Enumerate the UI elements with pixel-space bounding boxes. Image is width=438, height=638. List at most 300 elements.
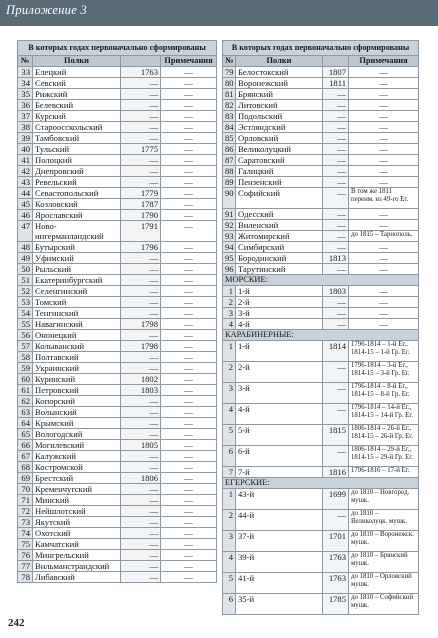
table-row [18, 264, 217, 275]
table-row [18, 473, 217, 484]
row-note: — [161, 451, 217, 462]
table-row [223, 111, 419, 122]
row-number: 2 [223, 510, 236, 531]
regiment-name: Белостокский [236, 67, 323, 78]
table-row [223, 286, 419, 297]
formation-year: — [121, 539, 161, 550]
regiment-name: Виленский [236, 220, 323, 231]
row-number: 1 [223, 341, 236, 362]
column-header-year [323, 56, 349, 67]
regiment-name: Куринский [33, 374, 121, 385]
table-row [18, 199, 217, 210]
regiment-name: Костромской [33, 462, 121, 473]
regiment-name: Бутырский [33, 242, 121, 253]
row-number: 73 [18, 517, 33, 528]
row-note: — [161, 253, 217, 264]
regiment-name: Елецкий [33, 67, 121, 78]
table-row [18, 122, 217, 133]
row-note: до 1810 – Брянский мушк. [349, 552, 419, 573]
regiment-name: Севастопольский [33, 188, 121, 199]
table-row [223, 177, 419, 188]
table-row [18, 286, 217, 297]
row-number: 3 [223, 531, 236, 552]
row-number: 43 [18, 177, 33, 188]
regiment-name: Ново-ингерманландский [33, 221, 121, 242]
formation-year: — [323, 177, 349, 188]
row-note: до 1815 – Тарнополь. [349, 231, 419, 242]
regiment-name: Навагинский [33, 319, 121, 330]
formation-year: 1798 [121, 341, 161, 352]
row-note: — [349, 133, 419, 144]
regiment-name: 4-й [236, 404, 323, 425]
row-number: 54 [18, 308, 33, 319]
table-row [223, 425, 419, 446]
regiment-name: 2-й [236, 297, 323, 308]
row-note: — [349, 67, 419, 78]
table-row [223, 573, 419, 594]
regiment-name: Тарутинский [236, 264, 323, 275]
table-row [223, 67, 419, 78]
row-number: 42 [18, 166, 33, 177]
regiment-name: Ревельский [33, 177, 121, 188]
formation-year: — [121, 418, 161, 429]
regiment-name: 35-й [236, 594, 323, 615]
formation-year: — [323, 404, 349, 425]
row-number: 88 [223, 166, 236, 177]
row-number: 51 [18, 275, 33, 286]
regiment-name: Орловский [236, 133, 323, 144]
row-number: 33 [18, 67, 33, 78]
column-header-regiments: Полки [33, 56, 121, 67]
regiment-name: Ярославский [33, 210, 121, 221]
row-note: — [349, 144, 419, 155]
row-number: 70 [18, 484, 33, 495]
table-row [223, 100, 419, 111]
row-number: 69 [18, 473, 33, 484]
formation-year: — [121, 253, 161, 264]
formation-year: — [121, 166, 161, 177]
row-note: — [161, 199, 217, 210]
row-note: 1806-1814 – 29-й Ег., 1814-15 – 29-й Гр. Ег. [349, 446, 419, 467]
regiment-name: Петровский [33, 385, 121, 396]
table-row [223, 242, 419, 253]
regiment-name: Софийский [236, 188, 323, 209]
row-note: — [161, 418, 217, 429]
row-number: 71 [18, 495, 33, 506]
row-note: — [161, 166, 217, 177]
formation-year: 1790 [121, 210, 161, 221]
row-note: — [161, 506, 217, 517]
regiment-name: 7-й [236, 467, 323, 478]
formation-year: — [323, 144, 349, 155]
row-number: 58 [18, 352, 33, 363]
formation-year: — [323, 231, 349, 242]
regiment-name: Севский [33, 78, 121, 89]
row-note: — [161, 210, 217, 221]
row-number: 59 [18, 363, 33, 374]
regiment-name: Галицкий [236, 166, 323, 177]
formation-year: — [121, 429, 161, 440]
row-number: 57 [18, 341, 33, 352]
formation-year: — [121, 495, 161, 506]
row-number: 55 [18, 319, 33, 330]
row-note: — [161, 363, 217, 374]
row-note: до 1810 – Воронежск. мушк. [349, 531, 419, 552]
table-row [18, 429, 217, 440]
row-number: 6 [223, 446, 236, 467]
row-note: — [161, 396, 217, 407]
table-row [223, 319, 419, 330]
row-note: — [349, 286, 419, 297]
row-note: — [161, 133, 217, 144]
formation-year: — [323, 89, 349, 100]
row-note: — [161, 440, 217, 451]
formation-year: — [121, 297, 161, 308]
column-header-notes: Примечания [349, 56, 419, 67]
row-note: 1796-1814 – 14-й Ег., 1814-15 – 14-й Гр. Ег. [349, 404, 419, 425]
row-note: — [161, 429, 217, 440]
regiment-name: Могилевский [33, 440, 121, 451]
row-number: 94 [223, 242, 236, 253]
regiment-name: Брестский [33, 473, 121, 484]
row-number: 95 [223, 253, 236, 264]
table-row [18, 100, 217, 111]
row-number: 80 [223, 78, 236, 89]
formation-year: 1803 [323, 286, 349, 297]
row-number: 56 [18, 330, 33, 341]
formation-year: — [121, 155, 161, 166]
regiment-name: Подольский [236, 111, 323, 122]
table-row [18, 275, 217, 286]
row-number: 75 [18, 539, 33, 550]
regiment-name: 1-й [236, 286, 323, 297]
row-number: 53 [18, 297, 33, 308]
regiment-name: Томский [33, 297, 121, 308]
formation-year: 1763 [323, 552, 349, 573]
section-label: КАРАБИНЕРНЫЕ: [223, 330, 419, 341]
formation-year: — [121, 561, 161, 572]
formation-year: 1811 [323, 78, 349, 89]
row-note: — [161, 319, 217, 330]
regiment-name: Брянский [236, 89, 323, 100]
table-row [223, 467, 419, 478]
row-number: 3 [223, 308, 236, 319]
row-number: 77 [18, 561, 33, 572]
row-note: до 1810 – Орловский мушк. [349, 573, 419, 594]
row-note: — [161, 528, 217, 539]
formation-year: — [121, 363, 161, 374]
row-note: — [349, 78, 419, 89]
row-number: 91 [223, 209, 236, 220]
table-row [18, 111, 217, 122]
row-number: 65 [18, 429, 33, 440]
row-note: — [161, 155, 217, 166]
formation-year: 1806 [121, 473, 161, 484]
row-note: 1796-1816 – 17-й Ег. [349, 467, 419, 478]
row-note: — [349, 308, 419, 319]
table-row [223, 220, 419, 231]
left-regiments-table [17, 40, 217, 583]
row-number: 40 [18, 144, 33, 155]
formation-year: 1791 [121, 221, 161, 242]
formation-year: — [323, 188, 349, 209]
formation-year: — [121, 111, 161, 122]
row-note: — [161, 341, 217, 352]
row-number: 48 [18, 242, 33, 253]
row-number: 6 [223, 594, 236, 615]
table-row [223, 446, 419, 467]
formation-year: 1802 [121, 374, 161, 385]
row-note: — [161, 330, 217, 341]
row-number: 83 [223, 111, 236, 122]
page-number: 242 [8, 617, 25, 629]
regiment-name: 3-й [236, 308, 323, 319]
table-title: В которых годах первоначально сформированы [223, 41, 419, 56]
table-row [18, 341, 217, 352]
section-label: ЕГЕРСКИЕ: [223, 478, 419, 489]
row-number: 45 [18, 199, 33, 210]
row-number: 87 [223, 155, 236, 166]
table-row [223, 253, 419, 264]
table-row [18, 297, 217, 308]
table-row [223, 362, 419, 383]
table-row [18, 550, 217, 561]
row-note: — [161, 188, 217, 199]
formation-year: 1798 [121, 319, 161, 330]
table-row [18, 78, 217, 89]
section-row [223, 275, 419, 286]
table-row [223, 144, 419, 155]
regiment-name: Вильманстрандский [33, 561, 121, 572]
row-note: 1796-1814 – 8-й Ег., 1814-15 – 8-й Гр. Ег. [349, 383, 419, 404]
table-row [223, 231, 419, 242]
regiment-name: 37-й [236, 531, 323, 552]
row-note: — [161, 539, 217, 550]
row-note: — [161, 484, 217, 495]
regiment-name: Колыванский [33, 341, 121, 352]
table-title: В которых годах первоначально сформированы [18, 41, 217, 56]
regiment-name: Курский [33, 111, 121, 122]
row-number: 35 [18, 89, 33, 100]
table-row [18, 221, 217, 242]
row-note: — [161, 473, 217, 484]
table-row [18, 210, 217, 221]
row-number: 44 [18, 188, 33, 199]
formation-year: — [323, 242, 349, 253]
table-row [223, 166, 419, 177]
table-row [18, 495, 217, 506]
table-row [18, 506, 217, 517]
table-row [18, 89, 217, 100]
table-row [223, 552, 419, 573]
row-note: — [349, 242, 419, 253]
regiment-name: 6-й [236, 446, 323, 467]
row-number: 96 [223, 264, 236, 275]
formation-year: — [121, 396, 161, 407]
row-note: — [349, 100, 419, 111]
table-row [18, 462, 217, 473]
table-row [18, 385, 217, 396]
formation-year: 1796 [121, 242, 161, 253]
formation-year: — [323, 264, 349, 275]
formation-year: — [121, 122, 161, 133]
formation-year: — [121, 451, 161, 462]
regiment-name: Либавский [33, 572, 121, 583]
row-number: 39 [18, 133, 33, 144]
row-number: 2 [223, 297, 236, 308]
table-row [18, 352, 217, 363]
row-note: — [161, 407, 217, 418]
row-note: 1796-1814 – 3-й Ег., 1814-15 – 3-й Гр. Ег. [349, 362, 419, 383]
page-header-title: Приложение 3 [6, 3, 88, 17]
row-number: 5 [223, 425, 236, 446]
formation-year: — [323, 122, 349, 133]
table-row [18, 242, 217, 253]
row-note: — [349, 122, 419, 133]
formation-year: 1699 [323, 489, 349, 510]
regiment-name: Бородинский [236, 253, 323, 264]
row-number: 50 [18, 264, 33, 275]
formation-year: 1803 [121, 385, 161, 396]
regiment-name: Тамбовский [33, 133, 121, 144]
formation-year: 1775 [121, 144, 161, 155]
table-row [223, 489, 419, 510]
regiment-name: 3-й [236, 383, 323, 404]
header-band [0, 0, 438, 26]
table-row [18, 396, 217, 407]
table-row [18, 177, 217, 188]
row-number: 93 [223, 231, 236, 242]
formation-year: 1815 [323, 425, 349, 446]
row-number: 49 [18, 253, 33, 264]
regiment-name: Житомирский [236, 231, 323, 242]
row-number: 76 [18, 550, 33, 561]
row-number: 79 [223, 67, 236, 78]
regiment-name: Воронежский [236, 78, 323, 89]
regiment-name: 43-й [236, 489, 323, 510]
formation-year: — [323, 308, 349, 319]
column-header-notes: Примечания [161, 56, 217, 67]
formation-year: — [323, 166, 349, 177]
row-number: 62 [18, 396, 33, 407]
right-regiments-table [222, 40, 419, 615]
row-number: 67 [18, 451, 33, 462]
regiment-name: Калужский [33, 451, 121, 462]
row-note: В том же 1811 переим. из 49-го Ег. [349, 188, 419, 209]
table-row [18, 188, 217, 199]
formation-year: 1814 [323, 341, 349, 362]
regiment-name: 4-й [236, 319, 323, 330]
row-number: 5 [223, 573, 236, 594]
row-number: 47 [18, 221, 33, 242]
regiment-name: Пензенский [236, 177, 323, 188]
row-note: — [349, 166, 419, 177]
row-note: — [161, 242, 217, 253]
regiment-name: Якутский [33, 517, 121, 528]
row-note: — [161, 78, 217, 89]
table-row [223, 404, 419, 425]
table-row [18, 155, 217, 166]
row-note: — [161, 67, 217, 78]
table-row [223, 133, 419, 144]
row-note: — [349, 253, 419, 264]
row-number: 34 [18, 78, 33, 89]
row-note: — [161, 221, 217, 242]
column-header-number: № [18, 56, 33, 67]
row-number: 4 [223, 552, 236, 573]
formation-year: — [121, 528, 161, 539]
regiment-name: 5-й [236, 425, 323, 446]
row-note: — [349, 319, 419, 330]
row-number: 3 [223, 383, 236, 404]
table-row [18, 517, 217, 528]
regiment-name: Волынский [33, 407, 121, 418]
table-row [18, 418, 217, 429]
column-header-year [121, 56, 161, 67]
row-number: 52 [18, 286, 33, 297]
row-note: — [349, 111, 419, 122]
row-number: 86 [223, 144, 236, 155]
table-row [223, 594, 419, 615]
section-row [223, 478, 419, 489]
formation-year: 1805 [121, 440, 161, 451]
row-note: — [161, 308, 217, 319]
regiment-name: Минский [33, 495, 121, 506]
formation-year: 1807 [323, 67, 349, 78]
row-number: 41 [18, 155, 33, 166]
regiment-name: Кременчугский [33, 484, 121, 495]
row-number: 68 [18, 462, 33, 473]
row-note: — [161, 495, 217, 506]
formation-year: — [121, 264, 161, 275]
regiment-name: Копорский [33, 396, 121, 407]
regiment-name: Нейшлотский [33, 506, 121, 517]
formation-year: 1785 [323, 594, 349, 615]
row-number: 90 [223, 188, 236, 209]
formation-year: — [121, 550, 161, 561]
table-row [223, 531, 419, 552]
row-number: 1 [223, 489, 236, 510]
formation-year: — [121, 78, 161, 89]
regiment-name: Рижский [33, 89, 121, 100]
row-note: 1796-1814 – 1-й Ег., 1814-15 – 1-й Гр. Ег. [349, 341, 419, 362]
column-header-regiments: Полки [236, 56, 323, 67]
row-number: 81 [223, 89, 236, 100]
table-row [223, 510, 419, 531]
formation-year: 1816 [323, 467, 349, 478]
table-row [18, 144, 217, 155]
row-number: 64 [18, 418, 33, 429]
regiment-name: Днепровский [33, 166, 121, 177]
formation-year: — [323, 209, 349, 220]
row-note: — [161, 111, 217, 122]
regiment-name: 41-й [236, 573, 323, 594]
row-number: 82 [223, 100, 236, 111]
table-row [223, 89, 419, 100]
formation-year: 1701 [323, 531, 349, 552]
formation-year: — [323, 446, 349, 467]
row-note: — [161, 100, 217, 111]
formation-year: — [121, 352, 161, 363]
regiment-name: 2-й [236, 362, 323, 383]
row-number: 7 [223, 467, 236, 478]
regiment-name: Симбирский [236, 242, 323, 253]
row-number: 89 [223, 177, 236, 188]
formation-year: — [121, 275, 161, 286]
formation-year: — [323, 297, 349, 308]
row-note: — [161, 385, 217, 396]
regiment-name: Охотский [33, 528, 121, 539]
